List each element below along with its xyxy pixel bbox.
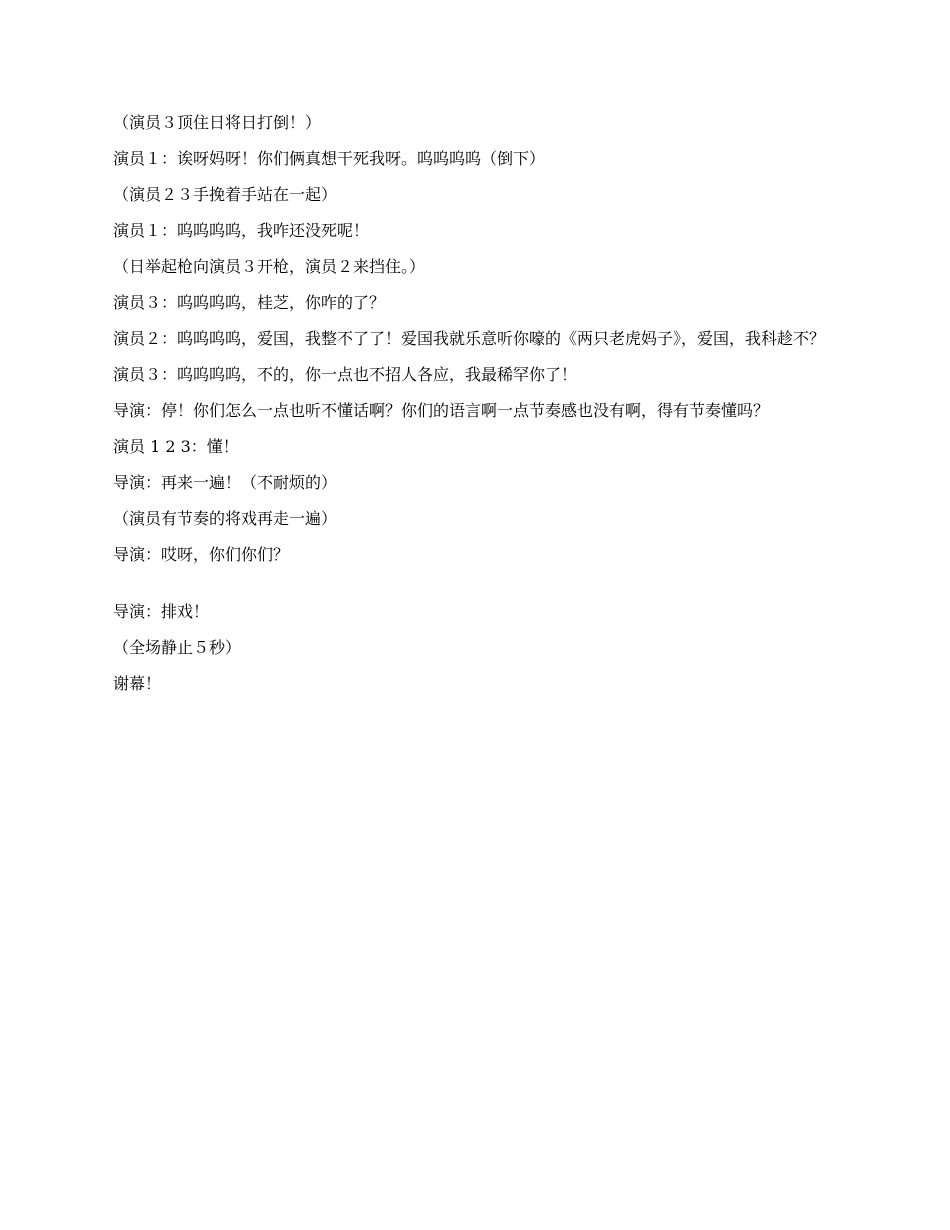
stage-direction: （演员３顶住日将日打倒！） (113, 113, 322, 132)
stage-direction: （日举起枪向演员３开枪，演员２来挡住。） (113, 257, 426, 276)
dialogue-line: 演员１：呜呜呜呜，我咋还没死呢！ (113, 221, 370, 240)
dialogue-line: 导演：停！你们怎么一点也听不懂话啊？你们的语言啊一点节奏感也没有啊，得有节奏懂吗？ (113, 401, 770, 420)
dialogue-line: 演员２：呜呜呜呜，爱国，我整不了了！爱国我就乐意听你嚎的《两只老虎妈子》，爱国，我科趁不？ (113, 329, 826, 348)
stage-direction: （全场静止５秒） (113, 638, 242, 657)
dialogue-line: 演员 1 2 3：懂！ (113, 437, 239, 456)
dialogue-line: 导演：再来一遍！（不耐烦的） (113, 473, 338, 492)
stage-direction: （演员有节奏的将戏再走一遍） (113, 509, 338, 528)
dialogue-line: 导演：排戏！ (113, 602, 210, 621)
dialogue-line: 演员３：呜呜呜呜，桂芝，你咋的了？ (113, 293, 386, 312)
dialogue-line: 演员１：诶呀妈呀！你们俩真想干死我呀。呜呜呜呜（倒下） (113, 149, 546, 168)
dialogue-line: 演员３：呜呜呜呜，不的，你一点也不招人各应，我最稀罕你了！ (113, 365, 578, 384)
stage-direction: （演员２３手挽着手站在一起） (113, 185, 338, 204)
dialogue-line: 导演：哎呀，你们你们？ (113, 545, 290, 564)
script-body (113, 112, 843, 709)
closing-line: 谢幕！ (113, 674, 162, 693)
